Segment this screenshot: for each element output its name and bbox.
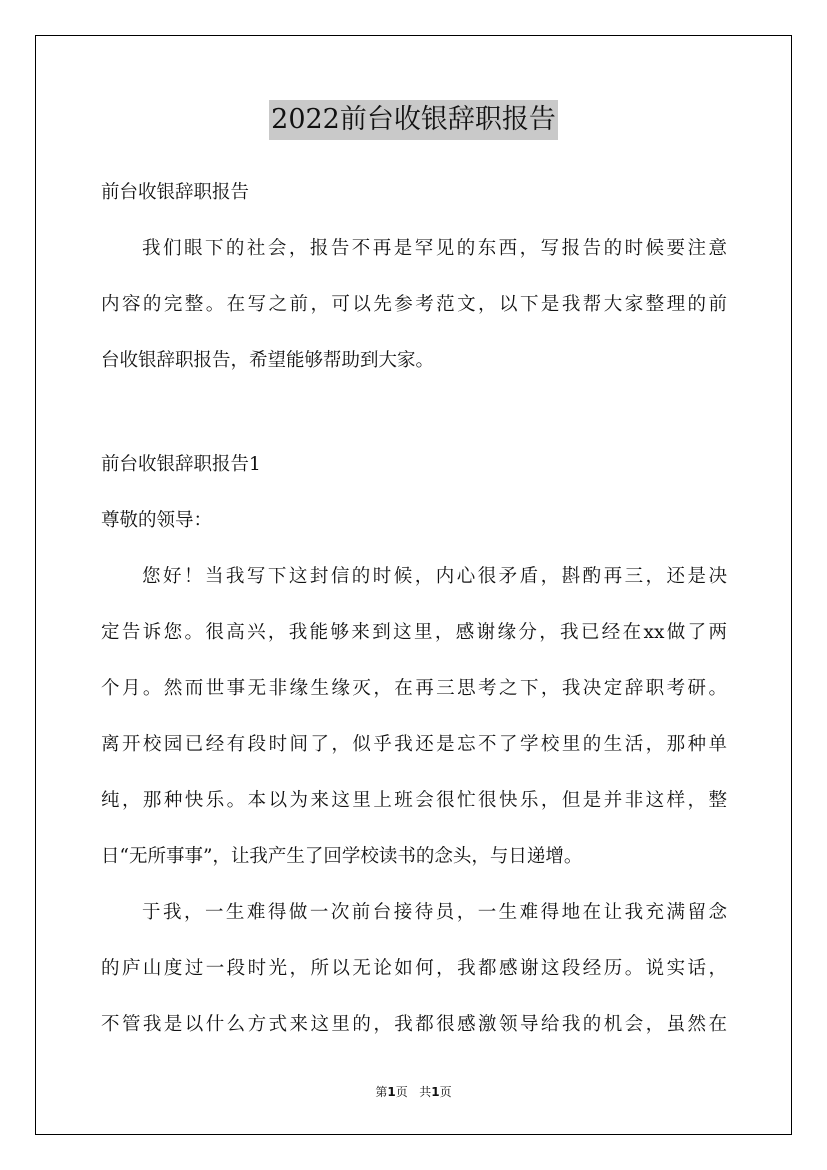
document-body bbox=[101, 165, 727, 389]
page-suffix: 页 bbox=[395, 1085, 408, 1099]
page-number: 1 bbox=[387, 1085, 396, 1099]
paragraph-line: 的庐山度过一段时光，所以无论如何，我都感谢这段经历。说实话， bbox=[101, 958, 727, 979]
intro-line: 台收银辞职报告，希望能够帮助到大家。 bbox=[101, 350, 435, 371]
section-heading: 前台收银辞职报告1 bbox=[101, 454, 261, 475]
paragraph-line: 定告诉您。很高兴，我能够来到这里，感谢缘分，我已经在xx做了两 bbox=[101, 622, 727, 643]
paragraph-line: 离开校园已经有段时间了，似乎我还是忘不了学校里的生活，那种单 bbox=[101, 734, 727, 755]
total-prefix: 共 bbox=[419, 1085, 432, 1099]
subtitle: 前台收银辞职报告 bbox=[101, 182, 250, 203]
paragraph-line: 日“无所事事”，让我产生了回学校读书的念头，与日递增。 bbox=[101, 846, 583, 867]
intro-line: 内容的完整。在写之前，可以先参考范文，以下是我帮大家整理的前 bbox=[101, 294, 727, 315]
salutation: 尊敬的领导： bbox=[101, 510, 213, 531]
total-pages: 1 bbox=[431, 1085, 440, 1099]
paragraph-line: 个月。然而世事无非缘生缘灭，在再三思考之下，我决定辞职考研。 bbox=[101, 678, 727, 699]
page-prefix: 第 bbox=[375, 1085, 388, 1099]
paragraph-line: 您好！当我写下这封信的时候，内心很矛盾，斟酌再三，还是决 bbox=[142, 566, 727, 587]
paragraph-line: 纯，那种快乐。本以为来这里上班会很忙很快乐，但是并非这样，整 bbox=[101, 790, 727, 811]
intro-line: 我们眼下的社会，报告不再是罕见的东西，写报告的时候要注意 bbox=[142, 238, 727, 259]
document-title: 2022前台收银辞职报告 bbox=[269, 100, 558, 140]
page-footer bbox=[0, 1083, 827, 1100]
section-1 bbox=[101, 437, 727, 1053]
total-suffix: 页 bbox=[439, 1085, 452, 1099]
paragraph-line: 于我，一生难得做一次前台接待员，一生难得地在让我充满留念 bbox=[142, 902, 727, 923]
paragraph-line: 不管我是以什么方式来这里的，我都很感激领导给我的机会，虽然在 bbox=[101, 1014, 727, 1035]
